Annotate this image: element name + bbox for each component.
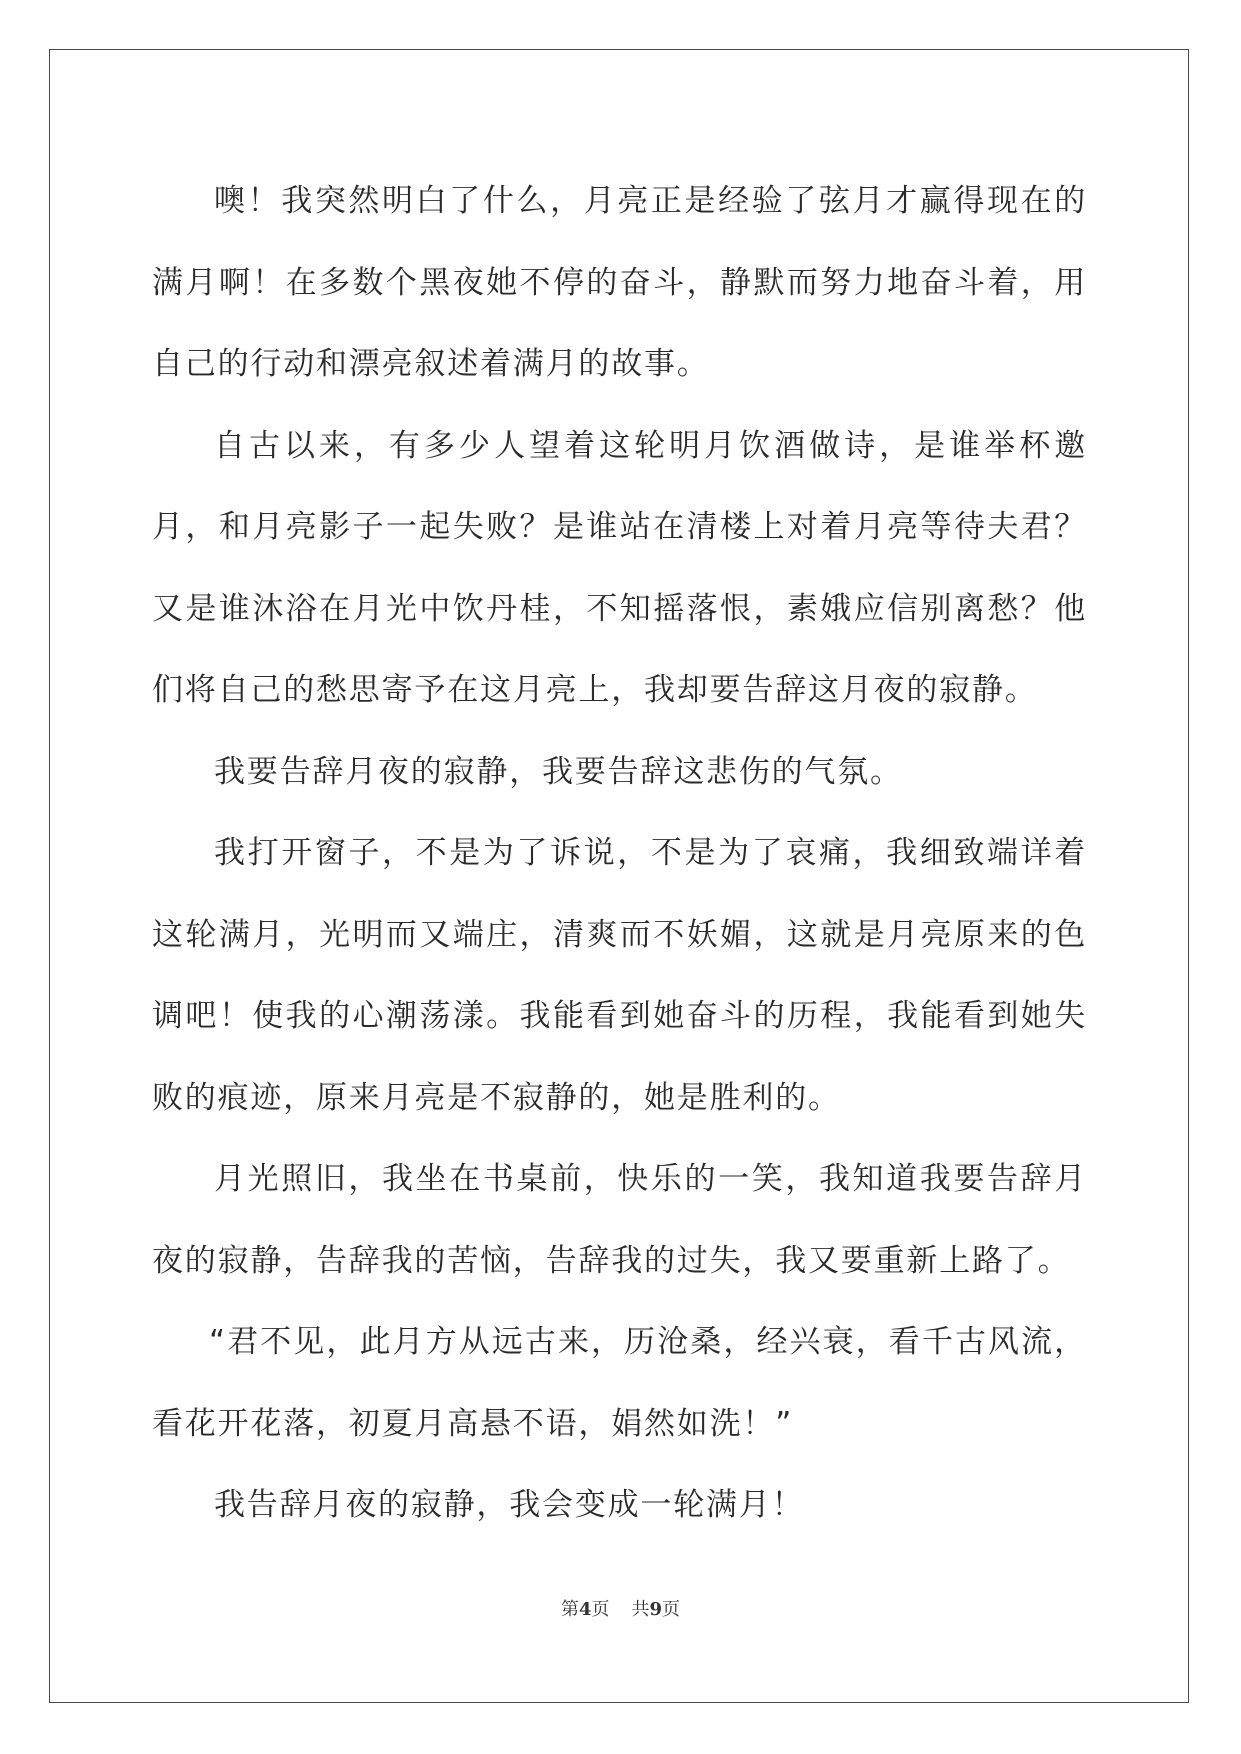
paragraph-5: 月光照旧，我坐在书桌前，快乐的一笑，我知道我要告辞月夜的寂静，告辞我的苦恼，告辞我的过失，我又要重新上路了。 [152, 1161, 1087, 1279]
page-footer [0, 1598, 1241, 1622]
paragraph-4: 我打开窗子，不是为了诉说，不是为了哀痛，我细致端详着这轮满月，光明而又端庄，清爽而不妖媚，这就是月亮原来的色调吧！使我的心潮荡漾。我能看到她奋斗的历程，我能看到她失败的痕迹，原来月亮是不寂静的，她是胜利的。 [152, 835, 1087, 1116]
paragraph-7: 我告辞月夜的寂静，我会变成一轮满月！ [214, 1487, 805, 1523]
paragraph-2: 自古以来，有多少人望着这轮明月饮酒做诗，是谁举杯邀月，和月亮影子一起失败？是谁站在清楼上对着月亮等待夫君？又是谁沐浴在月光中饮丹桂，不知摇落恨，素娥应信别离愁？他们将自己的愁思寄予在这月亮上，我却要告辞这月夜的寂静。 [152, 427, 1087, 708]
total-pages-number: 9 [649, 1599, 663, 1620]
footer-page-word: 页 [591, 1599, 610, 1620]
footer-prefix: 第 [560, 1599, 579, 1620]
paragraph-1: 噢！我突然明白了什么，月亮正是经验了弦月才赢得现在的满月啊！在多数个黑夜她不停的奋斗，静默而努力地奋斗着，用自己的行动和漂亮叙述着满月的故事。 [152, 183, 1087, 382]
document-body [152, 161, 1087, 1547]
paragraph-6-quote: “君不见，此月方从远古来，历沧桑，经兴衰，看千古风流，看花开花落，初夏月高悬不语，娟然如洗！” [152, 1324, 1087, 1442]
current-page-number: 4 [578, 1599, 592, 1620]
footer-total-suffix: 页 [662, 1599, 681, 1620]
footer-total-prefix: 共 [631, 1599, 650, 1620]
paragraph-3: 我要告辞月夜的寂静，我要告辞这悲伤的气氛。 [214, 753, 903, 790]
